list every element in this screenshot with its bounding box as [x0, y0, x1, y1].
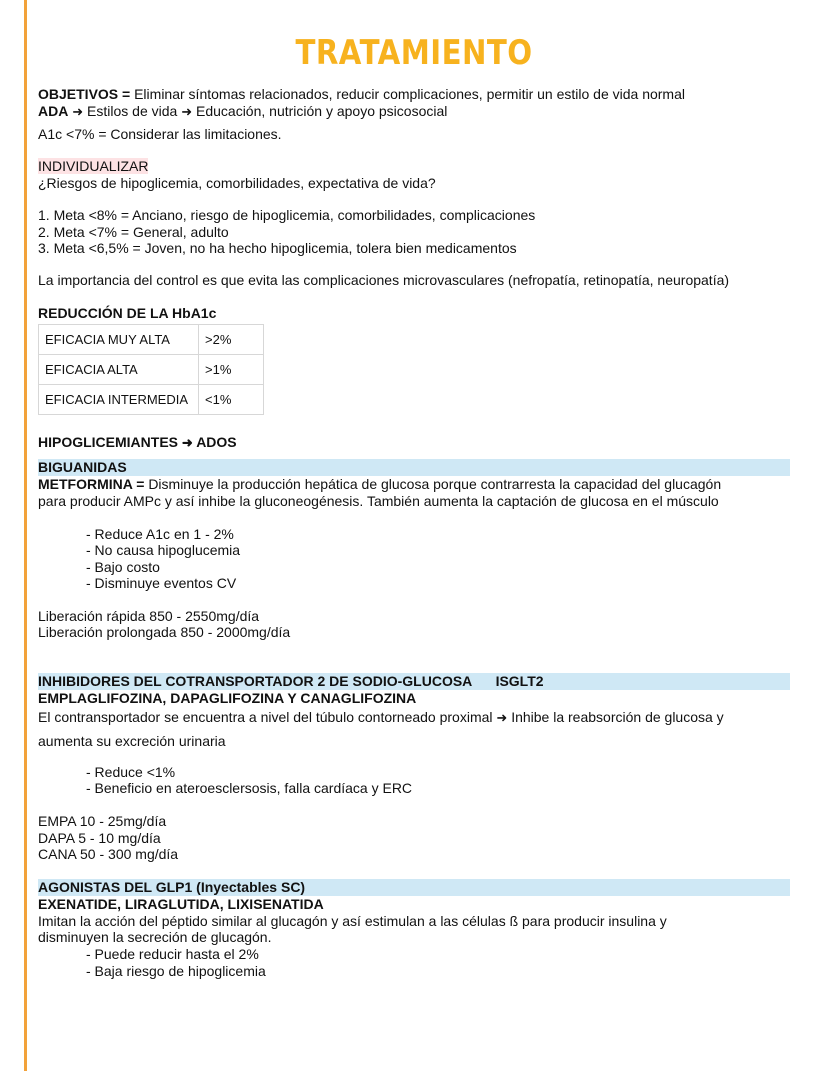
list-item: - Baja riesgo de hipoglicemia: [86, 963, 266, 979]
page-title: TRATAMIENTO: [295, 33, 533, 73]
objetivos-label: OBJETIVOS =: [38, 86, 131, 102]
individualizar-heading: [38, 158, 148, 175]
goal-item-3: 3. Meta <6,5% = Joven, no ha hecho hipoglicemia, tolera bien medicamentos: [38, 240, 517, 256]
goal-item-2: 2. Meta <7% = General, adulto: [38, 224, 229, 240]
importance-text: La importancia del control es que evita las complicaciones microvasculares (nefropatía, retinopatía, neuropatía): [38, 272, 730, 288]
hipoglicemiantes-heading: [38, 434, 237, 451]
table-row: [39, 325, 264, 355]
hipoglicemiantes-left: HIPOGLICEMIANTES: [38, 434, 179, 450]
ada-item-2: Educación, nutrición y apoyo psicosocial: [196, 103, 448, 119]
efficacy-table: [38, 324, 264, 415]
glp1-drugs: EXENATIDE, LIRAGLUTIDA, LIXISENATIDA: [38, 896, 324, 912]
isglt2-heading-text: INHIBIDORES DEL COTRANSPORTADOR 2 DE SODIO-GLUCOSA: [38, 673, 472, 689]
goal-item-1: 1. Meta <8% = Anciano, riesgo de hipoglicemia, comorbilidades, complicaciones: [38, 207, 536, 223]
ada-item-1: Estilos de vida: [87, 103, 178, 119]
table-cell-value: >1%: [199, 355, 264, 385]
objetivos-text: Eliminar síntomas relacionados, reducir complicaciones, permitir un estilo de vida normal: [134, 86, 685, 102]
isglt2-desc-1a: El contransportador se encuentra a nivel del túbulo contorneado proximal: [38, 709, 493, 725]
dose-line: CANA 50 - 300 mg/día: [38, 846, 179, 862]
glp1-desc-1: Imitan la acción del péptido similar al glucagón y así estimulan a las células ß para producir insulina y: [38, 913, 667, 929]
glp1-desc-2: disminuyen la secreción de glucagón.: [38, 929, 272, 945]
table-cell-label: EFICACIA INTERMEDIA: [39, 385, 199, 415]
metformina-desc-1: Disminuye la producción hepática de glucosa porque contrarresta la capacidad del glucagón: [148, 476, 722, 492]
individualizar-question: ¿Riesgos de hipoglicemia, comorbilidades, expectativa de vida?: [38, 175, 436, 191]
dose-line: Liberación prolongada 850 - 2000mg/día: [38, 624, 291, 640]
isglt2-desc-1b: Inhibe la reabsorción de glucosa y: [511, 709, 724, 725]
list-item: - Reduce A1c en 1 - 2%: [86, 526, 234, 542]
isglt2-desc-2: aumenta su excreción urinaria: [38, 733, 226, 749]
glp1-heading: AGONISTAS DEL GLP1 (Inyectables SC): [38, 879, 306, 895]
hipoglicemiantes-right: ADOS: [196, 434, 237, 450]
table-row: [39, 385, 264, 415]
metformina-label: METFORMINA =: [38, 476, 145, 492]
list-item: - Beneficio en ateroesclersosis, falla cardíaca y ERC: [86, 780, 413, 796]
list-item: - Puede reducir hasta el 2%: [86, 946, 259, 962]
biguanidas-heading: BIGUANIDAS: [38, 459, 127, 475]
dose-line: Liberación rápida 850 - 2550mg/día: [38, 608, 260, 624]
dose-line: EMPA 10 - 25mg/día: [38, 813, 167, 829]
a1c-line: A1c <7% = Considerar las limitaciones.: [38, 126, 282, 142]
metformina-line: [38, 476, 721, 493]
list-item: - No causa hipoglucemia: [86, 542, 241, 558]
isglt2-drugs: EMPLAGLIFOZINA, DAPAGLIFOZINA Y CANAGLIFOZINA: [38, 690, 417, 706]
ada-label: ADA: [38, 103, 69, 119]
table-cell-value: >2%: [199, 325, 264, 355]
reduccion-heading: REDUCCIÓN DE LA HbA1c: [38, 305, 217, 321]
table-cell-label: EFICACIA ALTA: [39, 355, 199, 385]
arrow-right-icon: ➜: [181, 104, 193, 119]
list-item: - Bajo costo: [86, 559, 160, 575]
section-band: [38, 459, 790, 476]
table-cell-label: EFICACIA MUY ALTA: [39, 325, 199, 355]
ada-line: [38, 103, 447, 120]
isglt2-desc-1: [38, 709, 724, 726]
list-item: - Disminuye eventos CV: [86, 575, 237, 591]
objetivos-line: [38, 86, 685, 103]
individualizar-label: INDIVIDUALIZAR: [38, 158, 149, 174]
arrow-right-icon: ➜: [72, 104, 84, 119]
isglt2-abbr: ISGLT2: [495, 673, 544, 689]
margin-line: [24, 0, 27, 1071]
dose-line: DAPA 5 - 10 mg/día: [38, 830, 161, 846]
arrow-right-icon: ➜: [181, 435, 193, 450]
metformina-desc-2: para producir AMPc y así inhibe la gluconeogénesis. También aumenta la captación de glucosa en el músculo: [38, 493, 719, 509]
isglt2-heading: [38, 673, 544, 690]
table-row: [39, 355, 264, 385]
list-item: - Reduce <1%: [86, 764, 176, 780]
table-cell-value: <1%: [199, 385, 264, 415]
arrow-right-icon: ➜: [496, 710, 508, 725]
